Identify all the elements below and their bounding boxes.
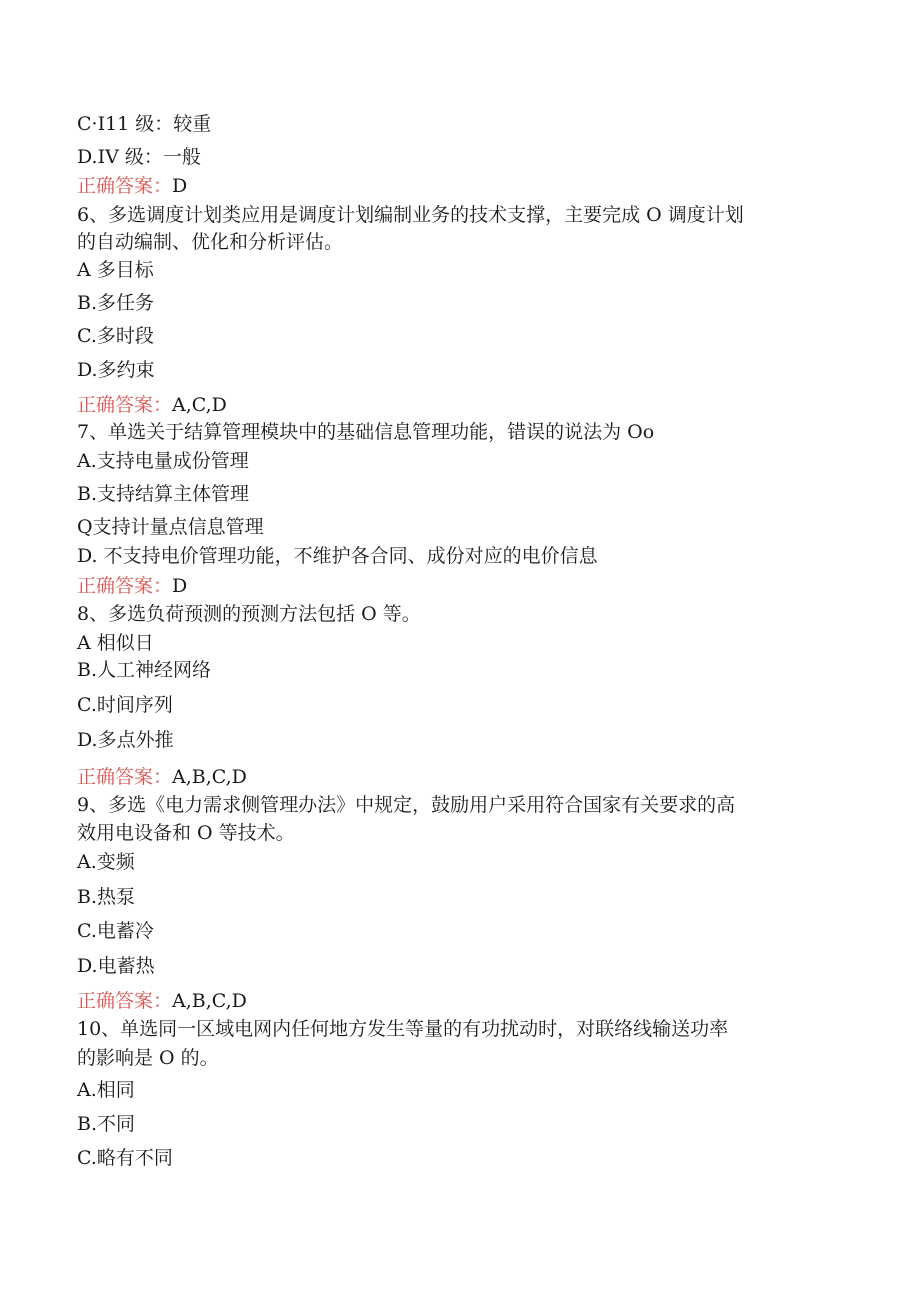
option-line: C.时间序列 <box>77 694 173 716</box>
answer-label: 正确答案： <box>77 394 173 416</box>
answer-value: D <box>172 575 188 597</box>
option-line: C.略有不同 <box>77 1147 173 1169</box>
answer-line <box>77 573 187 599</box>
question-line: 9、多选《电力需求侧管理办法》中规定，鼓励用户采用符合国家有关要求的高 <box>77 794 736 816</box>
question-line: 的影响是 O 的。 <box>77 1047 219 1069</box>
option-line: Q支持计量点信息管理 <box>77 516 264 538</box>
question-line: 效用电设备和 O 等技术。 <box>77 822 295 844</box>
answer-label: 正确答案： <box>77 990 173 1012</box>
answer-line <box>77 764 247 790</box>
question-line: 的自动编制、优化和分析评估。 <box>77 231 344 253</box>
option-line: A 相似日 <box>77 632 154 654</box>
option-line: B.支持结算主体管理 <box>77 483 250 505</box>
option-line: A.相同 <box>77 1079 135 1101</box>
answer-value: A,B,C,D <box>172 990 247 1012</box>
answer-label: 正确答案： <box>77 175 173 197</box>
answer-line <box>77 392 227 418</box>
answer-value: A,C,D <box>172 394 227 416</box>
question-line: 10、单选同一区域电网内任何地方发生等量的有功扰动时，对联络线输送功率 <box>77 1018 729 1040</box>
question-line: 8、多选负荷预测的预测方法包括 O 等。 <box>77 603 421 625</box>
option-line: D.IV 级：一般 <box>77 146 201 168</box>
option-line: C·I11 级：较重 <box>77 113 212 135</box>
option-line: B.多任务 <box>77 292 155 314</box>
option-line: B.热泵 <box>77 886 136 908</box>
option-line: C.多时段 <box>77 325 154 347</box>
question-line: 7、单选关于结算管理模块中的基础信息管理功能，错误的说法为 Oo <box>77 421 655 443</box>
option-line: D. 不支持电价管理功能，不维护各合同、成份对应的电价信息 <box>77 545 598 567</box>
answer-line <box>77 988 247 1014</box>
answer-value: D <box>172 175 188 197</box>
option-line: C.电蓄冷 <box>77 920 154 942</box>
answer-value: A,B,C,D <box>172 766 247 788</box>
option-line: D.多约束 <box>77 359 155 381</box>
answer-label: 正确答案： <box>77 575 173 597</box>
answer-label: 正确答案： <box>77 766 173 788</box>
answer-line <box>77 173 187 199</box>
option-line: A.支持电量成份管理 <box>77 450 249 472</box>
question-line: 6、多选调度计划类应用是调度计划编制业务的技术支撑，主要完成 O 调度计划 <box>77 204 744 226</box>
option-line: D.电蓄热 <box>77 955 155 977</box>
option-line: B.人工神经网络 <box>77 659 212 681</box>
option-line: D.多点外推 <box>77 729 174 751</box>
option-line: A 多目标 <box>77 259 154 281</box>
option-line: B.不同 <box>77 1113 136 1135</box>
option-line: A.变频 <box>77 851 135 873</box>
